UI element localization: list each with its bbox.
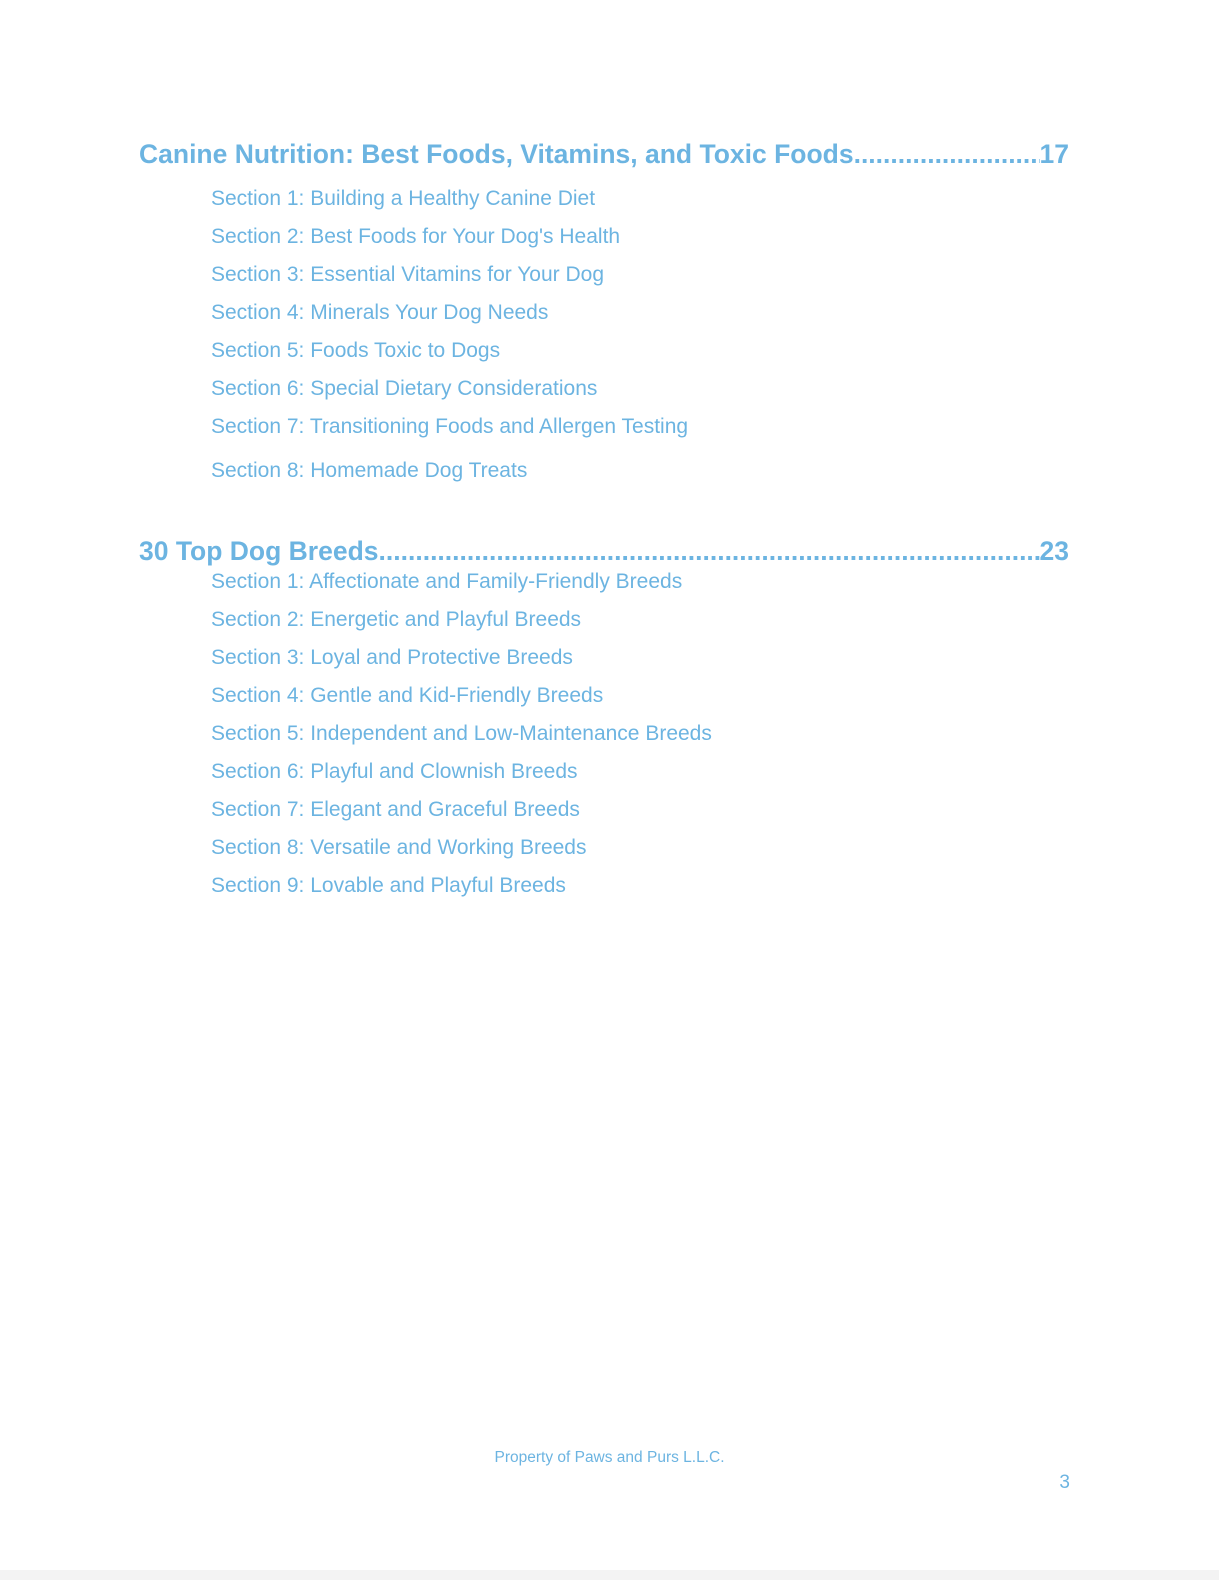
- section-list: [139, 187, 1069, 483]
- section-item[interactable]: Section 6: Playful and Clownish Breeds: [211, 760, 578, 783]
- section-item[interactable]: Section 3: Loyal and Protective Breeds: [211, 646, 573, 669]
- page-bottom-edge: [0, 1570, 1219, 1580]
- section-item[interactable]: Section 1: Affectionate and Family-Friendly Breeds: [211, 570, 683, 593]
- page-number: 3: [1059, 1472, 1070, 1493]
- section-item[interactable]: Section 1: Building a Healthy Canine Diet: [211, 187, 596, 210]
- toc-chapter-top-dog-breeds: [139, 534, 1069, 898]
- chapter-heading[interactable]: [139, 137, 1069, 171]
- dot-leader: [854, 137, 1040, 171]
- section-item[interactable]: Section 4: Minerals Your Dog Needs: [211, 301, 549, 324]
- footer-property-notice: Property of Paws and Purs L.L.C.: [494, 1449, 725, 1466]
- section-item[interactable]: Section 8: Homemade Dog Treats: [211, 459, 528, 482]
- section-item[interactable]: Section 7: Elegant and Graceful Breeds: [211, 798, 580, 821]
- section-item[interactable]: Section 5: Independent and Low-Maintenance Breeds: [211, 722, 712, 745]
- section-item[interactable]: Section 3: Essential Vitamins for Your Dog: [211, 263, 605, 286]
- section-item[interactable]: Section 2: Best Foods for Your Dog's Health: [211, 225, 621, 248]
- chapter-title: 30 Top Dog Breeds: [139, 536, 379, 566]
- section-item[interactable]: Section 5: Foods Toxic to Dogs: [211, 339, 501, 362]
- section-list: [139, 570, 1069, 898]
- dot-leader: [379, 534, 1040, 568]
- chapter-page-number: 17: [1039, 139, 1069, 169]
- chapter-heading[interactable]: [139, 534, 1069, 568]
- section-item[interactable]: Section 9: Lovable and Playful Breeds: [211, 874, 566, 897]
- chapter-title: Canine Nutrition: Best Foods, Vitamins, and Toxic Foods: [139, 139, 854, 169]
- section-item[interactable]: Section 2: Energetic and Playful Breeds: [211, 608, 582, 631]
- section-item[interactable]: Section 4: Gentle and Kid-Friendly Breeds: [211, 684, 604, 707]
- section-item[interactable]: Section 8: Versatile and Working Breeds: [211, 836, 587, 859]
- toc-chapter-canine-nutrition: [139, 137, 1069, 483]
- section-item[interactable]: Section 7: Transitioning Foods and Allergen Testing: [211, 415, 689, 438]
- section-item[interactable]: Section 6: Special Dietary Considerations: [211, 377, 598, 400]
- chapter-page-number: 23: [1039, 536, 1069, 566]
